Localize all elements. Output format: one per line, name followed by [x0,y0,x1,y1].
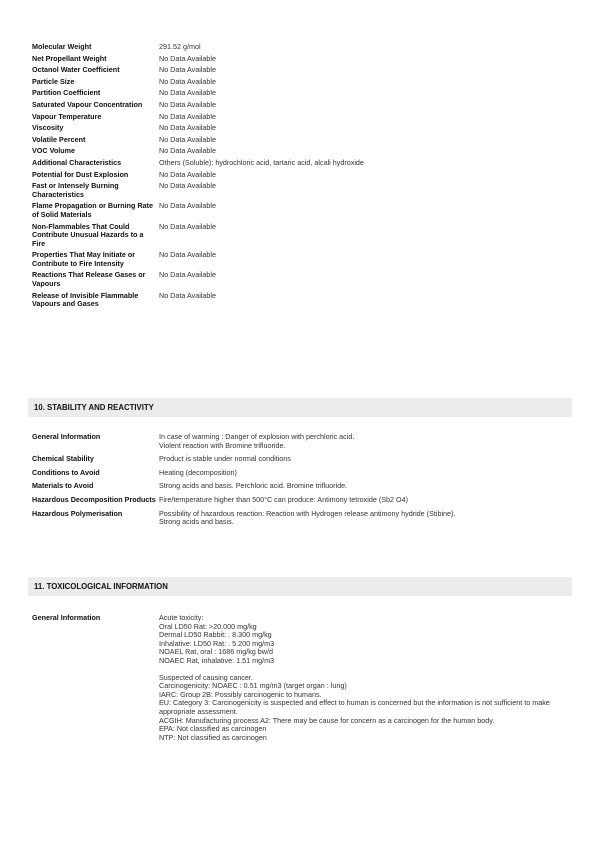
stability-row [32,496,572,505]
property-row [32,89,572,98]
stability-value [158,469,572,478]
property-value: No Data Available [159,201,217,211]
stability-line: Heating (decomposition) [159,467,237,477]
property-row [32,55,572,64]
property-value: No Data Available [159,99,217,109]
property-value: No Data Available [159,146,217,156]
property-row [32,271,572,288]
property-label: VOC Volume [32,146,75,156]
property-row [32,182,572,199]
stability-value [158,510,572,527]
stability-line: In case of warming : Danger of explosion with perchloric acid. [159,432,355,441]
property-value: No Data Available [159,65,217,75]
toxicology-line: IARC: Group 2B: Possibly carcinogenic to humans. [159,689,322,699]
toxicology-line: NTP: Not classified as carcinogen [159,732,267,742]
property-row [32,136,572,145]
section-10-body [32,433,572,527]
toxicology-line: NOAEL Rat, oral : 1686 mg/kg bw/d [159,647,273,657]
toxicology-line: Dermal LD50 Rabbit: . 8.300 mg/kg [159,630,272,640]
property-label: Additional Characteristics [32,157,122,167]
stability-label: Chemical Stability [32,454,94,464]
property-label: Molecular Weight [32,42,92,51]
property-row [32,101,572,110]
property-row [32,66,572,75]
property-value: No Data Available [159,169,217,179]
toxicology-line: EPA: Not classified as carcinogen [159,724,267,734]
property-label: Net Propellant Weight [32,53,107,63]
stability-row [32,482,572,491]
toxicology-line: EU: Category 3: Carcinogenicity is suspected and effect to human is concerned but the information is not sufficient to make appropriate assessment. [159,698,550,716]
property-value: Others (Soluble): hydrochloric acid, tartaric acid, alcali hydroxide [159,157,364,167]
property-label: Reactions That Release Gases or Vapours [32,270,146,289]
section-11-body [32,614,572,745]
property-label: Partition Coefficient [32,88,101,98]
stability-line: Strong acids and basis. [159,517,234,527]
property-row [32,202,572,219]
toxicology-line: Inhalative: LD50 Rat: . 5.200 mg/m3 [159,638,275,648]
stability-value [158,455,572,464]
section-11-header: 11. TOXICOLOGICAL INFORMATION [28,577,572,596]
stability-row [32,510,572,527]
toxicology-line: Carcinogenicity: NOAEC : 0.51 mg/m3 (target organ : lung) [159,681,347,691]
property-value: No Data Available [159,134,217,144]
stability-line: Fire/temperature higher than 500°C can produce: Antimony tetroxide (Sb2 O4) [159,494,408,504]
property-value: 291.52 g/mol [159,42,201,51]
stability-value [158,433,572,450]
tox-general-value [158,614,572,742]
property-row [32,223,572,249]
tox-general-row [32,614,572,742]
stability-label: General Information [32,432,101,441]
property-value: No Data Available [159,53,217,63]
stability-row [32,469,572,478]
property-value: No Data Available [159,250,217,260]
tox-general-label: General Information [32,613,101,622]
stability-label: Conditions to Avoid [32,467,100,477]
property-label: Fast or Intensely Burning Characteristics [32,181,119,199]
toxicology-line: Acute toxicity: [159,613,204,622]
property-label: Volatile Percent [32,134,86,144]
stability-row [32,433,572,450]
stability-row [32,455,572,464]
carcinogenicity-block [159,674,572,743]
property-row [32,124,572,133]
property-value: No Data Available [159,76,217,86]
property-row [32,113,572,122]
stability-value [158,482,572,491]
toxicology-line: ACGIH: Manufacturing process A2: There may be cause for concern as a carcinogen for the human body. [159,715,495,725]
property-value: No Data Available [159,270,217,280]
property-label: Properties That May Initiate or Contribute to Fire Intensity [32,250,136,268]
property-label: Release of Invisible Flammable Vapours and Gases [32,290,139,309]
property-row [32,43,572,52]
toxicology-line: NOAEC Rat, inhalative: 1.51 mg/m3 [159,655,275,665]
stability-line: Strong acids and basis. Perchloric acid. Bromine trifluoride. [159,481,348,491]
property-label: Particle Size [32,76,75,86]
property-label: Saturated Vapour Concentration [32,99,143,109]
property-row [32,78,572,87]
property-value: No Data Available [159,290,217,300]
acute-toxicity-block [159,614,572,666]
property-value: No Data Available [159,181,217,191]
toxicology-line: Suspected of causing cancer. [159,672,253,682]
property-value: No Data Available [159,88,217,98]
property-label: Viscosity [32,123,64,133]
section-10-header: 10. STABILITY AND REACTIVITY [28,398,572,417]
property-label: Flame Propagation or Burning Rate of Solid Materials [32,201,154,219]
property-label: Potential for Dust Explosion [32,169,129,179]
stability-line: Possibility of hazardous reaction: Reaction with Hydrogen release antimony hydride (Stibine). [159,508,456,518]
property-row [32,251,572,268]
stability-line: Product is stable under normal conditions [159,454,291,464]
toxicology-line: Oral LD50 Rat: >20.000 mg/kg [159,621,257,631]
stability-label: Hazardous Decomposition Products [32,494,156,504]
property-label: Non-Flammables That Could Contribute Unusual Hazards to a Fire [32,221,144,248]
property-row [32,292,572,309]
property-label: Octanol Water Coefficient [32,65,120,75]
property-row [32,159,572,168]
property-row [32,171,572,180]
property-row [32,147,572,156]
property-value: No Data Available [159,111,217,121]
property-label: Vapour Temperature [32,111,102,121]
property-value: No Data Available [159,221,217,231]
stability-line: Violent reaction with Bromine trifluoride. [159,440,286,450]
physical-properties-table [32,43,572,312]
property-value: No Data Available [159,123,217,133]
stability-label: Hazardous Polymerisation [32,508,123,518]
stability-label: Materials to Avoid [32,481,94,491]
stability-value [158,496,572,505]
